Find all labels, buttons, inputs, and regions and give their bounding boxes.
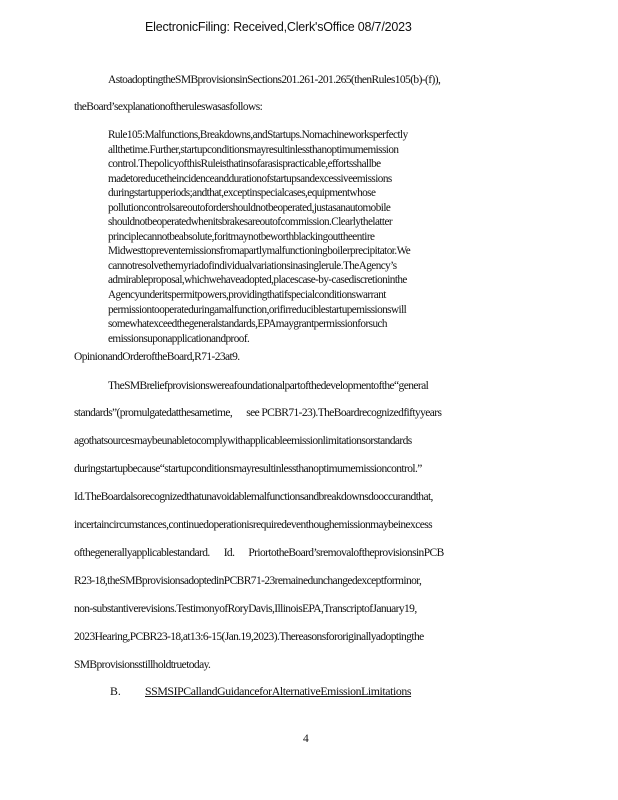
paragraph-line: duringstartupbecause“startupconditionsmayresultinlessthanoptimumemissioncontrol.” — [74, 463, 422, 475]
quote-line: allthetime.Further,startupconditionsmayresultinlessthanoptimumemission — [108, 143, 399, 156]
paragraph-line — [74, 547, 444, 559]
text-segment: PriortotheBoard’sremovaloftheprovisionsinPCB — [248, 547, 444, 559]
paragraph-line: R23-18,theSMBprovisionsadoptedinPCBR71-23remainedunchangedexceptforminor, — [74, 575, 422, 587]
paragraph-line: AstoadoptingtheSMBprovisionsinSections201.261-201.265(thenRules105(b)-(f)), — [108, 74, 441, 86]
citation: OpinionandOrderoftheBoard,R71-23at9. — [74, 351, 240, 363]
text-segment: see PCBR71-23).TheBoardrecognizedfiftyyears — [246, 407, 442, 419]
quote-line: shouldnotbeoperatedwhenitsbrakesareoutofcommission.Clearlythelatter — [108, 216, 393, 229]
quote-line: madetoreducetheincidenceanddurationofstartupsandexcessiveemissions — [108, 172, 392, 185]
paragraph-line: Id.TheBoardalsorecognizedthatunavoidablemalfunctionsandbreakdownsdooccurandthat, — [74, 491, 433, 503]
quote-line: emissionsuponapplicationandproof. — [108, 332, 250, 345]
quote-line: Agencyunderitspermitpowers,providingthatifspecialconditionswarrant — [108, 289, 386, 302]
quote-line: principlecannotbeabsolute,foritmaynotbeworthblackingouttheentire — [108, 230, 375, 243]
paragraph-line: non-substantiverevisions.TestimonyofRoryDavis,IllinoisEPA,TranscriptofJanuary19, — [74, 603, 417, 615]
paragraph-line: SMBprovisionsstillholdtruetoday. — [74, 659, 211, 671]
quote-line: cannotresolvethemyriadofindividualvariationsinasinglerule.TheAgency’s — [108, 259, 397, 272]
quote-line: duringstartupperiods;andthat,exceptinspecialcases,equipmentwhose — [108, 187, 376, 200]
text-segment: Id. — [223, 547, 235, 559]
block-quote — [108, 128, 503, 346]
quote-line: permissiontooperateduringamalfunction,orifirreduciblestartupemissionswill — [108, 303, 407, 316]
quote-line: Rule105:Malfunctions,Breakdowns,andStartups.Nomachineworksperfectly — [108, 129, 408, 141]
quote-line: somewhatexceedthegeneralstandards,EPAmaygrantpermissionforsuch — [108, 318, 387, 331]
paragraph-line: agothatsourcesmaybeunabletocomplywithapplicableemissionlimitationsorstandards — [74, 435, 412, 447]
paragraph-line: incertaincircumstances,continuedoperationisrequiredeventhoughemissionmaybeinexcess — [74, 519, 432, 531]
page-number: 4 — [303, 733, 309, 745]
quote-line: Midwesttopreventemissionsfromapartlymalfunctioningboilerprecipitator.We — [108, 245, 411, 258]
text-segment: ofthegenerallyapplicablestandard. — [74, 547, 210, 559]
text-segment: standards”(promulgatedatthesametime, — [74, 407, 233, 419]
quote-line: control.ThepolicyofthisRuleisthatinsofarasispracticable,effortsshallbe — [108, 158, 381, 171]
paragraph-line: theBoard’sexplanationoftheruleswasasfollows: — [74, 101, 263, 113]
paragraph-line — [74, 407, 441, 419]
quote-line: admirableproposal,whichwehaveadopted,placescase-by-casediscretioninthe — [108, 274, 407, 287]
section-heading: SSMSIPCallandGuidanceforAlternativeEmissionLimitations — [145, 684, 412, 698]
paragraph-line: 2023Hearing,PCBR23-18,at13:6-15(Jan.19,2023).Thereasonsfororiginallyadoptingthe — [74, 631, 424, 643]
filing-stamp-header: ElectronicFiling: Received,Clerk'sOffice 08/7/2023 — [145, 20, 412, 34]
paragraph-line: TheSMBreliefprovisionswereafoundationalpartofthedevelopmentofthe“general — [108, 380, 429, 392]
quote-line: pollutioncontrolsareoutofordershouldnotbeoperated,justasanautomobile — [108, 201, 391, 214]
section-letter: B. — [110, 684, 121, 698]
